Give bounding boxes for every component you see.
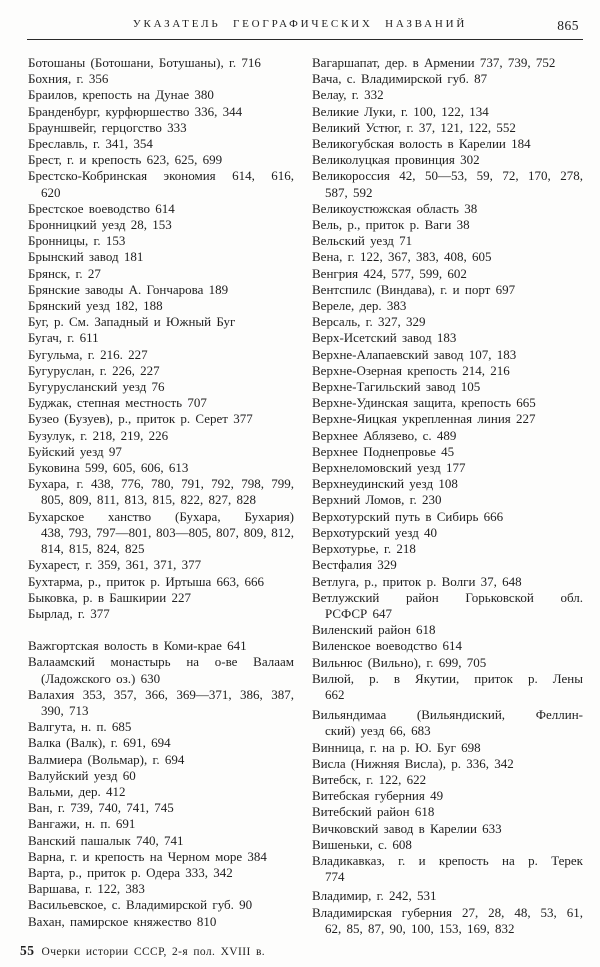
index-entry-line: Вишеньки, с. 608 bbox=[312, 836, 412, 852]
index-entry-line: Вильяндимаа (Вильяндиский, Феллин- bbox=[312, 707, 583, 723]
column-right bbox=[312, 55, 583, 937]
index-entry-line: Валка (Валк), г. 691, 694 bbox=[28, 735, 171, 751]
index-entry-line: Вангажи, н. п. 691 bbox=[28, 816, 136, 832]
index-entry-line: Буковина 599, 605, 606, 613 bbox=[28, 460, 189, 476]
index-entry-line: Витебск, г. 122, 622 bbox=[312, 771, 427, 787]
index-entry-line: 620 bbox=[41, 184, 61, 200]
index-entry-line: Верхнеломовский уезд 177 bbox=[312, 460, 466, 476]
index-entry-line: Бугуруслан, г. 226, 227 bbox=[28, 362, 160, 378]
index-entry-line: Владимир, г. 242, 531 bbox=[312, 888, 437, 904]
index-entry-line: Брянские заводы А. Гончарова 189 bbox=[28, 281, 229, 297]
index-entry-line: Витебская губерния 49 bbox=[312, 788, 444, 804]
index-entry-line: Браилов, крепость на Дунае 380 bbox=[28, 87, 214, 103]
index-entry-line: Вена, г. 122, 367, 383, 408, 605 bbox=[312, 249, 492, 265]
index-entry-line: Вилюй, р. в Якутии, приток р. Лены bbox=[312, 670, 583, 686]
index-entry-line: Брестско-Кобринская экономия 614, 616, bbox=[28, 168, 294, 184]
index-entry-line: Бреславль, г. 341, 354 bbox=[28, 136, 153, 152]
index-entry-line: Верхотурский путь в Сибирь 666 bbox=[312, 508, 504, 524]
index-entry-line: Великоустюжская область 38 bbox=[312, 200, 478, 216]
index-entry-line: Бухара, г. 438, 776, 780, 791, 792, 798, 799, bbox=[28, 476, 294, 492]
page-heading: УКАЗАТЕЛЬ ГЕОГРАФИЧЕСКИХ НАЗВАНИЙ bbox=[132, 18, 468, 30]
index-entry-line: Версаль, г. 327, 329 bbox=[312, 314, 426, 330]
index-entry-line: Верхотурье, г. 218 bbox=[312, 541, 416, 557]
index-entry-line: Валуйский уезд 60 bbox=[28, 767, 136, 783]
index-entry-line: Великолуцкая провинция 302 bbox=[312, 152, 480, 168]
index-entry-line: Вагаршапат, дер. в Армении 737, 739, 752 bbox=[312, 55, 556, 70]
index-entry-line: Бугурусланский уезд 76 bbox=[28, 379, 165, 395]
index-entry-line: Бугульма, г. 216. 227 bbox=[28, 346, 148, 362]
index-entry-line: Верхне-Тагильский завод 105 bbox=[312, 379, 481, 395]
page-footer bbox=[20, 942, 580, 960]
index-entry-line: Великие Луки, г. 100, 122, 134 bbox=[312, 103, 489, 119]
index-entry-line: Вильнюс (Вильно), г. 699, 705 bbox=[312, 654, 487, 670]
index-entry-line: Ветлуга, р., приток р. Волги 37, 648 bbox=[312, 573, 522, 589]
index-entry-line: Буйский уезд 97 bbox=[28, 443, 122, 459]
index-entry-line: Ванский пашалык 740, 741 bbox=[28, 832, 184, 848]
index-entry-line: Буджак, степная местность 707 bbox=[28, 395, 207, 411]
index-entry-line: 774 bbox=[325, 869, 345, 885]
index-entry-line: Буг, р. См. Западный и Южный Буг bbox=[28, 314, 236, 330]
index-entry-line: РСФСР 647 bbox=[325, 605, 392, 621]
index-entry-line: Висла (Нижняя Висла), р. 336, 342 bbox=[312, 755, 514, 771]
index-entry-line: Валмиера (Вольмар), г. 694 bbox=[28, 751, 185, 767]
header-rule bbox=[27, 39, 583, 40]
index-entry-line: Виленское воеводство 614 bbox=[312, 638, 462, 654]
index-entry-line: Вереле, дер. 383 bbox=[312, 298, 407, 314]
index-entry-line: Бронницкий уезд 28, 153 bbox=[28, 217, 172, 233]
index-entry-line: Вальми, дер. 412 bbox=[28, 783, 126, 799]
index-entry-line: Бохния, г. 356 bbox=[28, 71, 109, 87]
index-entry-line: Васильевское, с. Владимирской губ. 90 bbox=[28, 897, 253, 913]
index-entry-line: Брестское воеводство 614 bbox=[28, 200, 175, 216]
index-entry-line: Брынский завод 181 bbox=[28, 249, 144, 265]
index-entry-line: Варшава, г. 122, 383 bbox=[28, 881, 145, 897]
index-entry-line: 438, 793, 797—801, 803—805, 807, 809, 812, bbox=[41, 524, 294, 540]
index-entry-line: Ветлужский район Горьковской обл. bbox=[312, 589, 583, 605]
footer-caption: Очерки истории СССР, 2-я пол. XVIII в. bbox=[41, 946, 266, 958]
index-entry-line: Верхне-Алапаевский завод 107, 183 bbox=[312, 346, 517, 362]
index-entry-line: Великогубская волость в Карелии 184 bbox=[312, 136, 531, 152]
index-entry-line: Вентспилс (Виндава), г. и порт 697 bbox=[312, 281, 516, 297]
index-entry-line: Верхнеудинский уезд 108 bbox=[312, 476, 458, 492]
index-entry-line: Варна, г. и крепость на Черном море 384 bbox=[28, 848, 267, 864]
index-entry-line: Велау, г. 332 bbox=[312, 87, 384, 103]
running-head bbox=[0, 18, 600, 34]
index-entry-line: Важгортская волость в Коми-крае 641 bbox=[28, 638, 247, 654]
index-entry-line: (Ладожского оз.) 630 bbox=[41, 670, 161, 686]
index-entry-line: Бухтарма, р., приток р. Иртыша 663, 666 bbox=[28, 573, 265, 589]
index-entry-line: Виленский район 618 bbox=[312, 622, 436, 638]
column-left bbox=[28, 55, 294, 930]
index-entry-line: Винница, г. на р. Ю. Буг 698 bbox=[312, 739, 481, 755]
index-entry-line: Верхнее Поднепровье 45 bbox=[312, 443, 455, 459]
index-entry-line: Верхне-Удинская защита, крепость 665 bbox=[312, 395, 536, 411]
index-entry-line: Верхотурский уезд 40 bbox=[312, 524, 438, 540]
index-entry-line: Верхне-Яицкая укрепленная линия 227 bbox=[312, 411, 536, 427]
index-entry-line: 62, 85, 87, 90, 100, 153, 169, 832 bbox=[325, 920, 515, 936]
index-entry-line: Вичковский завод в Карелии 633 bbox=[312, 820, 502, 836]
index-entry-line: Вача, с. Владимирской губ. 87 bbox=[312, 71, 488, 87]
index-entry-line: Бырлад, г. 377 bbox=[28, 605, 110, 621]
index-entry-line: Бугач, г. 611 bbox=[28, 330, 99, 346]
index-entry-line: Вахан, памирское княжество 810 bbox=[28, 913, 217, 929]
index-entry-line: Великий Устюг, г. 37, 121, 122, 552 bbox=[312, 119, 516, 135]
index-entry-line: Брест, г. и крепость 623, 625, 699 bbox=[28, 152, 223, 168]
index-entry-line: Ван, г. 739, 740, 741, 745 bbox=[28, 800, 174, 816]
index-entry-line: 587, 592 bbox=[325, 184, 373, 200]
index-entry-line: Вестфалия 329 bbox=[312, 557, 397, 573]
index-entry-line: Валаамский монастырь на о-ве Валаам bbox=[28, 654, 294, 670]
index-entry-line: Брауншвейг, герцогство 333 bbox=[28, 119, 187, 135]
index-entry-line: Валгута, н. п. 685 bbox=[28, 719, 132, 735]
index-entry-line: 814, 815, 824, 825 bbox=[41, 541, 145, 557]
index-entry-line: Великороссия 42, 50—53, 59, 72, 170, 278, bbox=[312, 168, 583, 184]
index-entry-line: Верх-Исетский завод 183 bbox=[312, 330, 457, 346]
index-entry-line: Бузулук, г. 218, 219, 226 bbox=[28, 427, 169, 443]
sheet-number: 55 bbox=[20, 943, 35, 958]
index-entry-line: Валахия 353, 357, 366, 369—371, 386, 387, bbox=[28, 686, 294, 702]
index-entry-line: Верхний Ломов, г. 230 bbox=[312, 492, 442, 508]
index-entry-line: Бухарское ханство (Бухара, Бухария) bbox=[28, 508, 294, 524]
index-entry-line: Владимирская губерния 27, 28, 48, 53, 61, bbox=[312, 904, 583, 920]
index-entry-line: Варта, р., приток р. Одера 333, 342 bbox=[28, 864, 233, 880]
index-entry-line: ский) уезд 66, 683 bbox=[325, 723, 431, 739]
index-entry-line: Венгрия 424, 577, 599, 602 bbox=[312, 265, 467, 281]
page-number: 865 bbox=[557, 18, 579, 33]
index-entry-line: Бронницы, г. 153 bbox=[28, 233, 126, 249]
index-entry-line: Брянский уезд 182, 188 bbox=[28, 298, 163, 314]
index-entry-line: Вель, р., приток р. Ваги 38 bbox=[312, 217, 470, 233]
index-entry-line: Бузео (Бузуев), р., приток р. Серет 377 bbox=[28, 411, 253, 427]
index-entry-line: Верхнее Аблязево, с. 489 bbox=[312, 427, 457, 443]
index-entry-line: Витебский район 618 bbox=[312, 804, 435, 820]
index-entry-line: 662 bbox=[325, 686, 345, 702]
index-entry-line: Бухарест, г. 359, 361, 371, 377 bbox=[28, 557, 202, 573]
index-entry-line: Брянск, г. 27 bbox=[28, 265, 101, 281]
index-entry-line: Владикавказ, г. и крепость на р. Терек bbox=[312, 852, 583, 868]
index-entry-line: Бранденбург, курфюршество 336, 344 bbox=[28, 103, 243, 119]
index-entry-line: Верхне-Озерная крепость 214, 216 bbox=[312, 362, 510, 378]
index-entry-line: 390, 713 bbox=[41, 702, 89, 718]
index-entry-line: 805, 809, 811, 813, 815, 822, 827, 828 bbox=[41, 492, 257, 508]
index-entry-line: Ботошаны (Ботошани, Ботушаны), г. 716 bbox=[28, 55, 261, 70]
index-entry-line: Быковка, р. в Башкирии 227 bbox=[28, 589, 191, 605]
index-entry-line: Вельский уезд 71 bbox=[312, 233, 413, 249]
